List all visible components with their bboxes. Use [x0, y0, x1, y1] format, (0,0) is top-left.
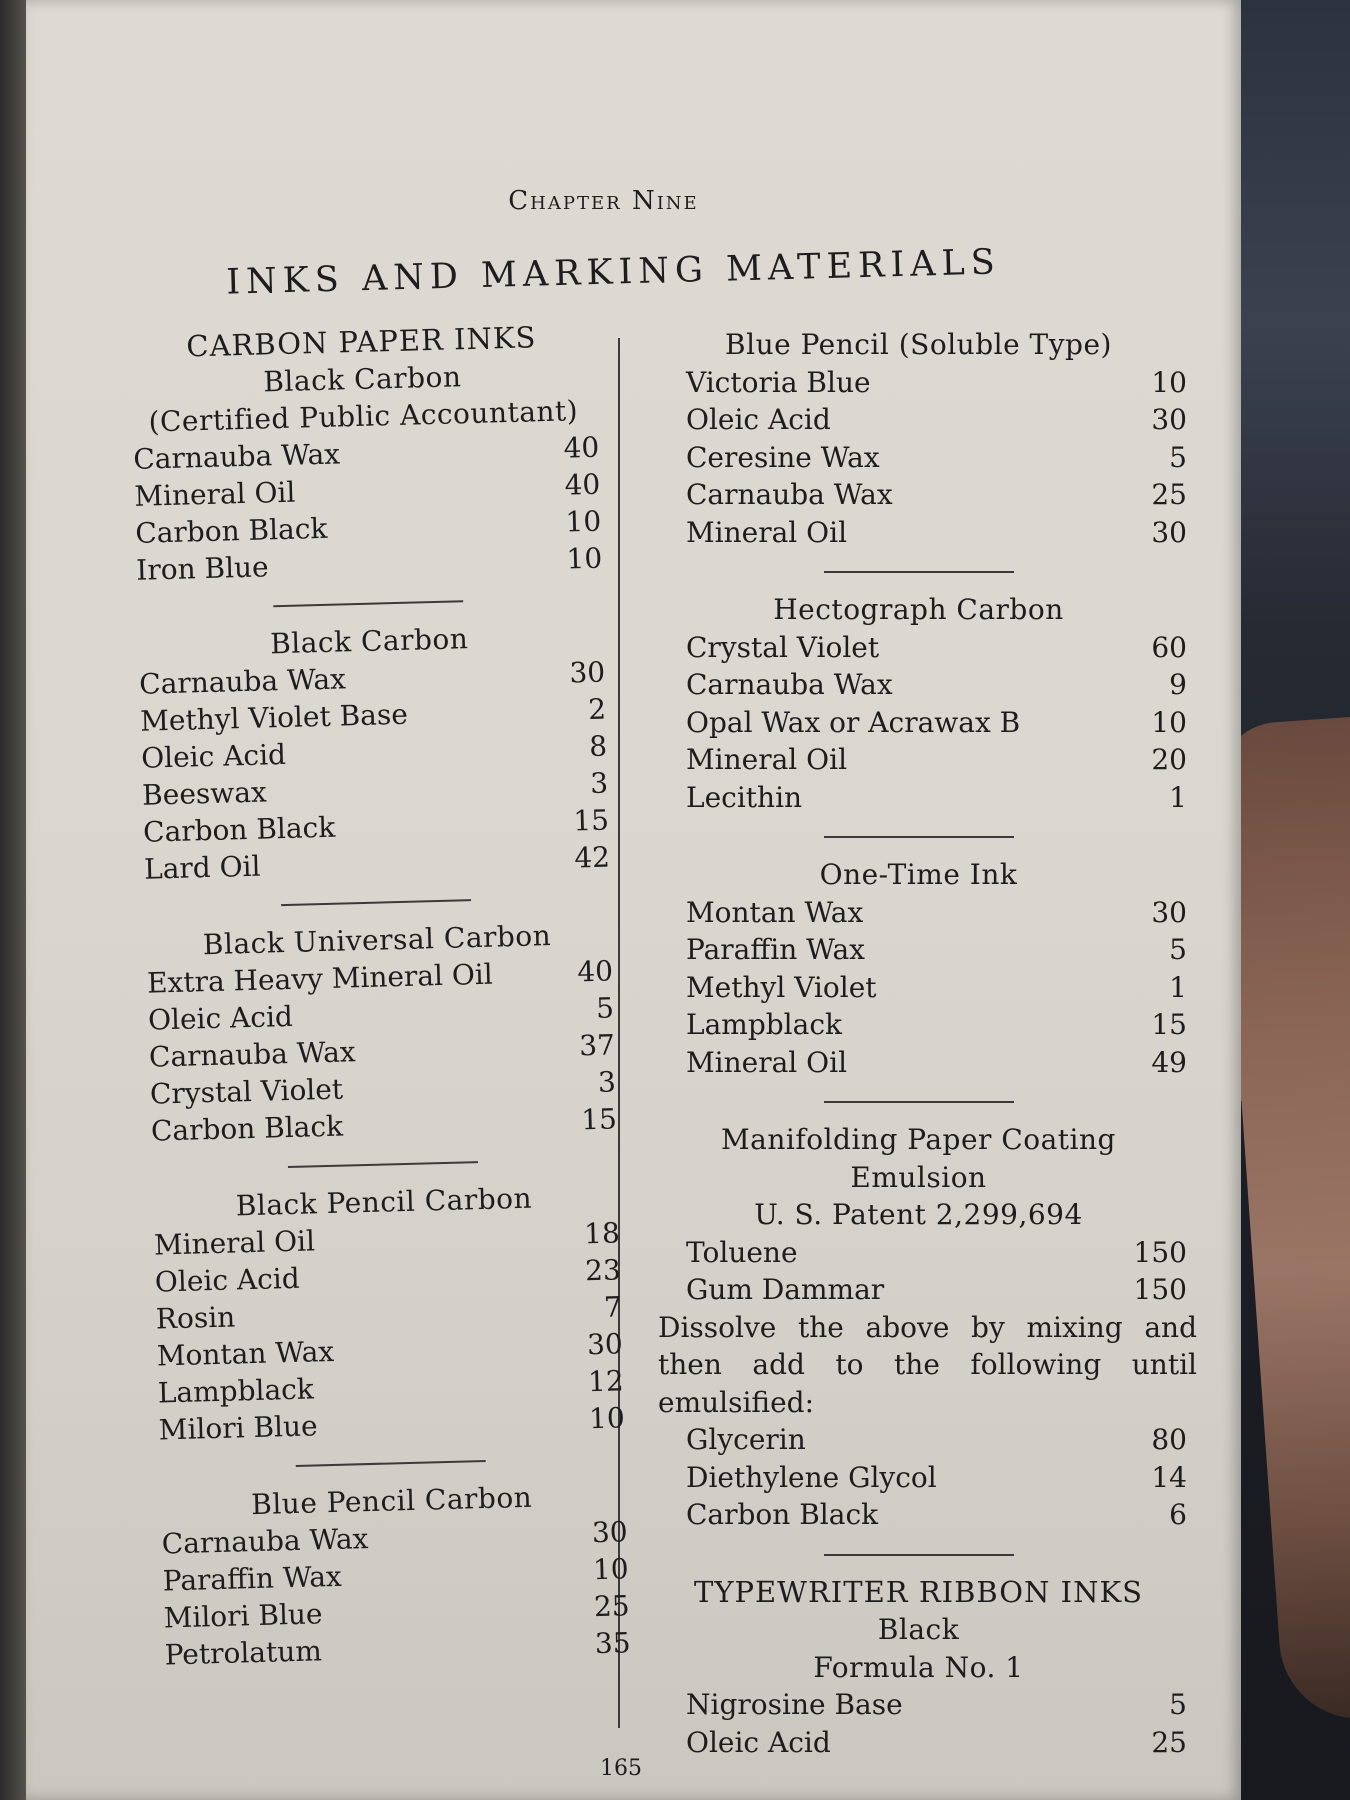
ingredient-row — [626, 894, 1211, 932]
ingredient-name: Mineral Oil — [153, 1224, 316, 1262]
chapter-label: Chapter Nine — [508, 186, 699, 216]
ingredient-amount: 3 — [589, 766, 609, 800]
ingredient-name: Carnauba Wax — [161, 1522, 369, 1561]
page-number: 165 — [600, 1756, 642, 1781]
recipe-title: Black Pencil Carbon — [235, 1181, 533, 1223]
section-rule — [824, 571, 1014, 573]
ingredient-name: Methyl Violet Base — [139, 697, 409, 738]
ingredient-amount: 37 — [578, 1028, 616, 1063]
ingredient-amount: 49 — [1151, 1045, 1187, 1079]
ingredient-name: Gum Dammar — [686, 1273, 885, 1306]
ingredient-row — [626, 439, 1211, 477]
ingredient-amount: 5 — [595, 991, 615, 1025]
recipe-title: Black Carbon — [262, 360, 462, 399]
ingredient-row — [626, 1724, 1211, 1762]
ingredient-name: Methyl Violet — [686, 970, 877, 1004]
ingredient-row — [626, 1459, 1211, 1497]
ingredient-name: Milori Blue — [163, 1597, 323, 1635]
ingredient-row — [626, 1006, 1211, 1044]
recipe-title: Black Carbon — [269, 622, 469, 661]
ingredient-name: Paraffin Wax — [686, 933, 865, 966]
section-rule — [273, 600, 463, 607]
ingredient-name: Iron Blue — [135, 550, 270, 587]
ingredient-row — [626, 1271, 1211, 1309]
ingredient-amount: 6 — [1169, 1498, 1187, 1531]
recipe-black-carbon — [134, 617, 611, 888]
recipe-title: One-Time Ink — [819, 858, 1018, 891]
ingredient-name: Mineral Oil — [686, 1045, 848, 1079]
page-title: INKS AND MARKING MATERIALS — [225, 242, 1002, 303]
ingredient-name: Mineral Oil — [133, 475, 296, 513]
ingredient-amount: 10 — [566, 541, 603, 576]
ingredient-amount: 5 — [1169, 1688, 1187, 1721]
ingredient-row — [626, 364, 1211, 402]
ingredient-name: Opal Wax or Acrawax B — [686, 705, 1021, 739]
ingredient-name: Lard Oil — [143, 849, 261, 886]
ingredient-amount: 9 — [1169, 668, 1187, 701]
book-page — [26, 0, 1241, 1800]
ingredient-name: Petrolatum — [164, 1634, 323, 1672]
ingredient-name: Carbon Black — [150, 1109, 344, 1148]
ingredient-name: Paraffin Wax — [162, 1559, 343, 1598]
section-rule — [824, 1554, 1014, 1556]
ingredient-row — [626, 514, 1211, 552]
ingredient-amount: 30 — [1151, 403, 1187, 436]
ingredient-name: Toluene — [686, 1235, 798, 1269]
ingredient-row — [626, 1496, 1211, 1534]
ingredient-name: Oleic Acid — [154, 1261, 301, 1299]
ingredient-name: Milori Blue — [158, 1409, 318, 1447]
ingredient-amount: 10 — [588, 1401, 626, 1436]
ingredient-amount: 42 — [573, 840, 611, 875]
ingredient-amount: 3 — [597, 1065, 617, 1099]
recipe-title: Black — [877, 1613, 960, 1646]
recipe-title: Blue Pencil Carbon — [250, 1480, 533, 1522]
ingredient-amount: 10 — [592, 1552, 630, 1587]
ingredient-name: Crystal Violet — [686, 630, 880, 664]
recipe-note: (Certified Public Accountant) — [148, 394, 579, 439]
ingredient-name: Victoria Blue — [686, 365, 871, 399]
section-rule — [824, 1101, 1014, 1103]
ingredient-amount: 2 — [587, 692, 607, 727]
ingredient-name: Nigrosine Base — [686, 1688, 903, 1721]
ingredient-row — [626, 629, 1211, 667]
ingredient-name: Lecithin — [686, 780, 803, 814]
ingredient-amount: 20 — [1151, 743, 1187, 776]
ingredient-amount: 30 — [591, 1515, 629, 1550]
ingredient-amount: 30 — [569, 655, 606, 690]
recipe-manifolding-emulsion — [626, 1121, 1211, 1534]
recipe-blue-pencil-soluble — [626, 326, 1211, 551]
ingredient-name: Rosin — [155, 1300, 236, 1336]
ingredient-row — [626, 704, 1211, 742]
ingredient-amount: 30 — [586, 1327, 624, 1362]
ingredient-amount: 15 — [1151, 1008, 1187, 1041]
recipe-black-carbon-cpa — [126, 318, 603, 589]
ingredient-name: Mineral Oil — [686, 743, 848, 776]
ingredient-name: Carnauba Wax — [686, 478, 893, 511]
ingredient-name: Carnauba Wax — [138, 662, 347, 701]
section-rule — [288, 1161, 478, 1168]
ingredient-row — [626, 1421, 1211, 1459]
ingredient-amount: 5 — [1169, 440, 1187, 474]
ingredient-amount: 25 — [1151, 1725, 1187, 1759]
recipe-one-time-ink — [626, 856, 1211, 1081]
ingredient-name: Carnauba Wax — [686, 668, 893, 701]
section-rule — [296, 1460, 486, 1467]
ingredient-name: Oleic Acid — [686, 1725, 831, 1759]
ingredient-amount: 35 — [594, 1626, 631, 1661]
ingredient-amount: 1 — [1169, 970, 1187, 1004]
ingredient-amount: 7 — [603, 1290, 623, 1324]
ingredient-name: Oleic Acid — [140, 737, 287, 775]
ingredient-amount: 30 — [1151, 515, 1187, 549]
left-column — [126, 318, 631, 1674]
ingredient-amount: 10 — [1151, 365, 1187, 399]
ingredient-name: Extra Heavy Mineral Oil — [146, 957, 494, 1000]
recipe-typewriter-black — [626, 1574, 1211, 1762]
recipe-title: Black Universal Carbon — [202, 919, 552, 962]
ingredient-amount: 40 — [563, 430, 600, 465]
ingredient-row — [626, 1234, 1211, 1272]
ingredient-amount: 40 — [576, 954, 614, 989]
ingredient-amount: 10 — [1151, 705, 1187, 739]
ingredient-name: Oleic Acid — [147, 999, 294, 1037]
ingredient-row — [626, 741, 1211, 779]
ingredient-row — [626, 1686, 1211, 1724]
section-rule — [281, 899, 471, 906]
ingredient-amount: 60 — [1151, 630, 1187, 664]
recipe-black-universal-carbon — [142, 915, 618, 1149]
section-heading: TYPEWRITER RIBBON INKS — [693, 1574, 1143, 1609]
ingredient-amount: 18 — [583, 1216, 621, 1251]
ingredient-name: Carnauba Wax — [132, 437, 341, 476]
right-column — [626, 326, 1211, 1761]
section-rule — [824, 836, 1014, 838]
instruction-text: Dissolve the above by mixing and then add to the following until emulsified: — [658, 1310, 1197, 1419]
ingredient-name: Montan Wax — [686, 895, 864, 929]
ingredient-name: Ceresine Wax — [686, 440, 880, 474]
section-heading: CARBON PAPER INKS — [185, 320, 537, 364]
ingredient-name: Carbon Black — [686, 1498, 879, 1531]
ingredient-amount: 14 — [1151, 1460, 1187, 1494]
ingredient-name: Carbon Black — [134, 511, 328, 550]
ingredient-amount: 15 — [580, 1102, 618, 1137]
book-gutter — [0, 0, 26, 1800]
ingredient-name: Diethylene Glycol — [686, 1460, 937, 1494]
ingredient-amount: 25 — [593, 1589, 630, 1624]
ingredient-row — [626, 779, 1211, 817]
ingredient-amount: 150 — [1133, 1235, 1187, 1269]
ingredient-name: Lampblack — [686, 1008, 842, 1041]
ingredient-name: Beeswax — [141, 775, 268, 812]
ingredient-amount: 40 — [564, 467, 601, 502]
ingredient-name: Lampblack — [157, 1372, 315, 1410]
ingredient-row — [626, 666, 1211, 704]
recipe-black-pencil-carbon — [149, 1177, 626, 1448]
recipe-title-line2: Emulsion — [850, 1160, 987, 1194]
ingredient-amount: 23 — [584, 1253, 622, 1288]
patent-number: U. S. Patent 2,299,694 — [754, 1198, 1083, 1231]
ingredient-name: Montan Wax — [156, 1334, 335, 1373]
formula-label: Formula No. 1 — [813, 1650, 1024, 1684]
recipe-title: Hectograph Carbon — [773, 593, 1064, 626]
ingredient-name: Carnauba Wax — [148, 1035, 357, 1074]
recipe-blue-pencil-carbon — [156, 1476, 631, 1673]
ingredient-name: Glycerin — [686, 1423, 806, 1456]
ingredient-amount: 5 — [1169, 933, 1187, 966]
ingredient-name: Oleic Acid — [686, 403, 831, 436]
recipe-title: Manifolding Paper Coating — [721, 1123, 1116, 1156]
ingredient-amount: 30 — [1151, 895, 1187, 929]
ingredient-amount: 80 — [1151, 1423, 1187, 1456]
recipe-title: Blue Pencil (Soluble Type) — [725, 328, 1112, 361]
ingredient-name: Mineral Oil — [686, 515, 848, 549]
ingredient-amount: 25 — [1151, 478, 1187, 511]
recipe-hectograph-carbon — [626, 591, 1211, 816]
ingredient-amount: 150 — [1133, 1273, 1187, 1306]
ingredient-row — [626, 401, 1211, 439]
ingredient-row — [626, 476, 1211, 514]
ingredient-amount: 12 — [587, 1364, 625, 1399]
ingredient-name: Carbon Black — [142, 810, 336, 849]
ingredient-row — [626, 969, 1211, 1007]
ingredient-amount: 15 — [572, 803, 610, 838]
ingredient-amount: 8 — [588, 729, 608, 764]
ingredient-amount: 10 — [565, 504, 602, 539]
ingredient-row — [626, 1044, 1211, 1082]
ingredient-row — [626, 931, 1211, 969]
ingredient-amount: 1 — [1169, 780, 1187, 814]
ingredient-name: Crystal Violet — [149, 1072, 344, 1111]
